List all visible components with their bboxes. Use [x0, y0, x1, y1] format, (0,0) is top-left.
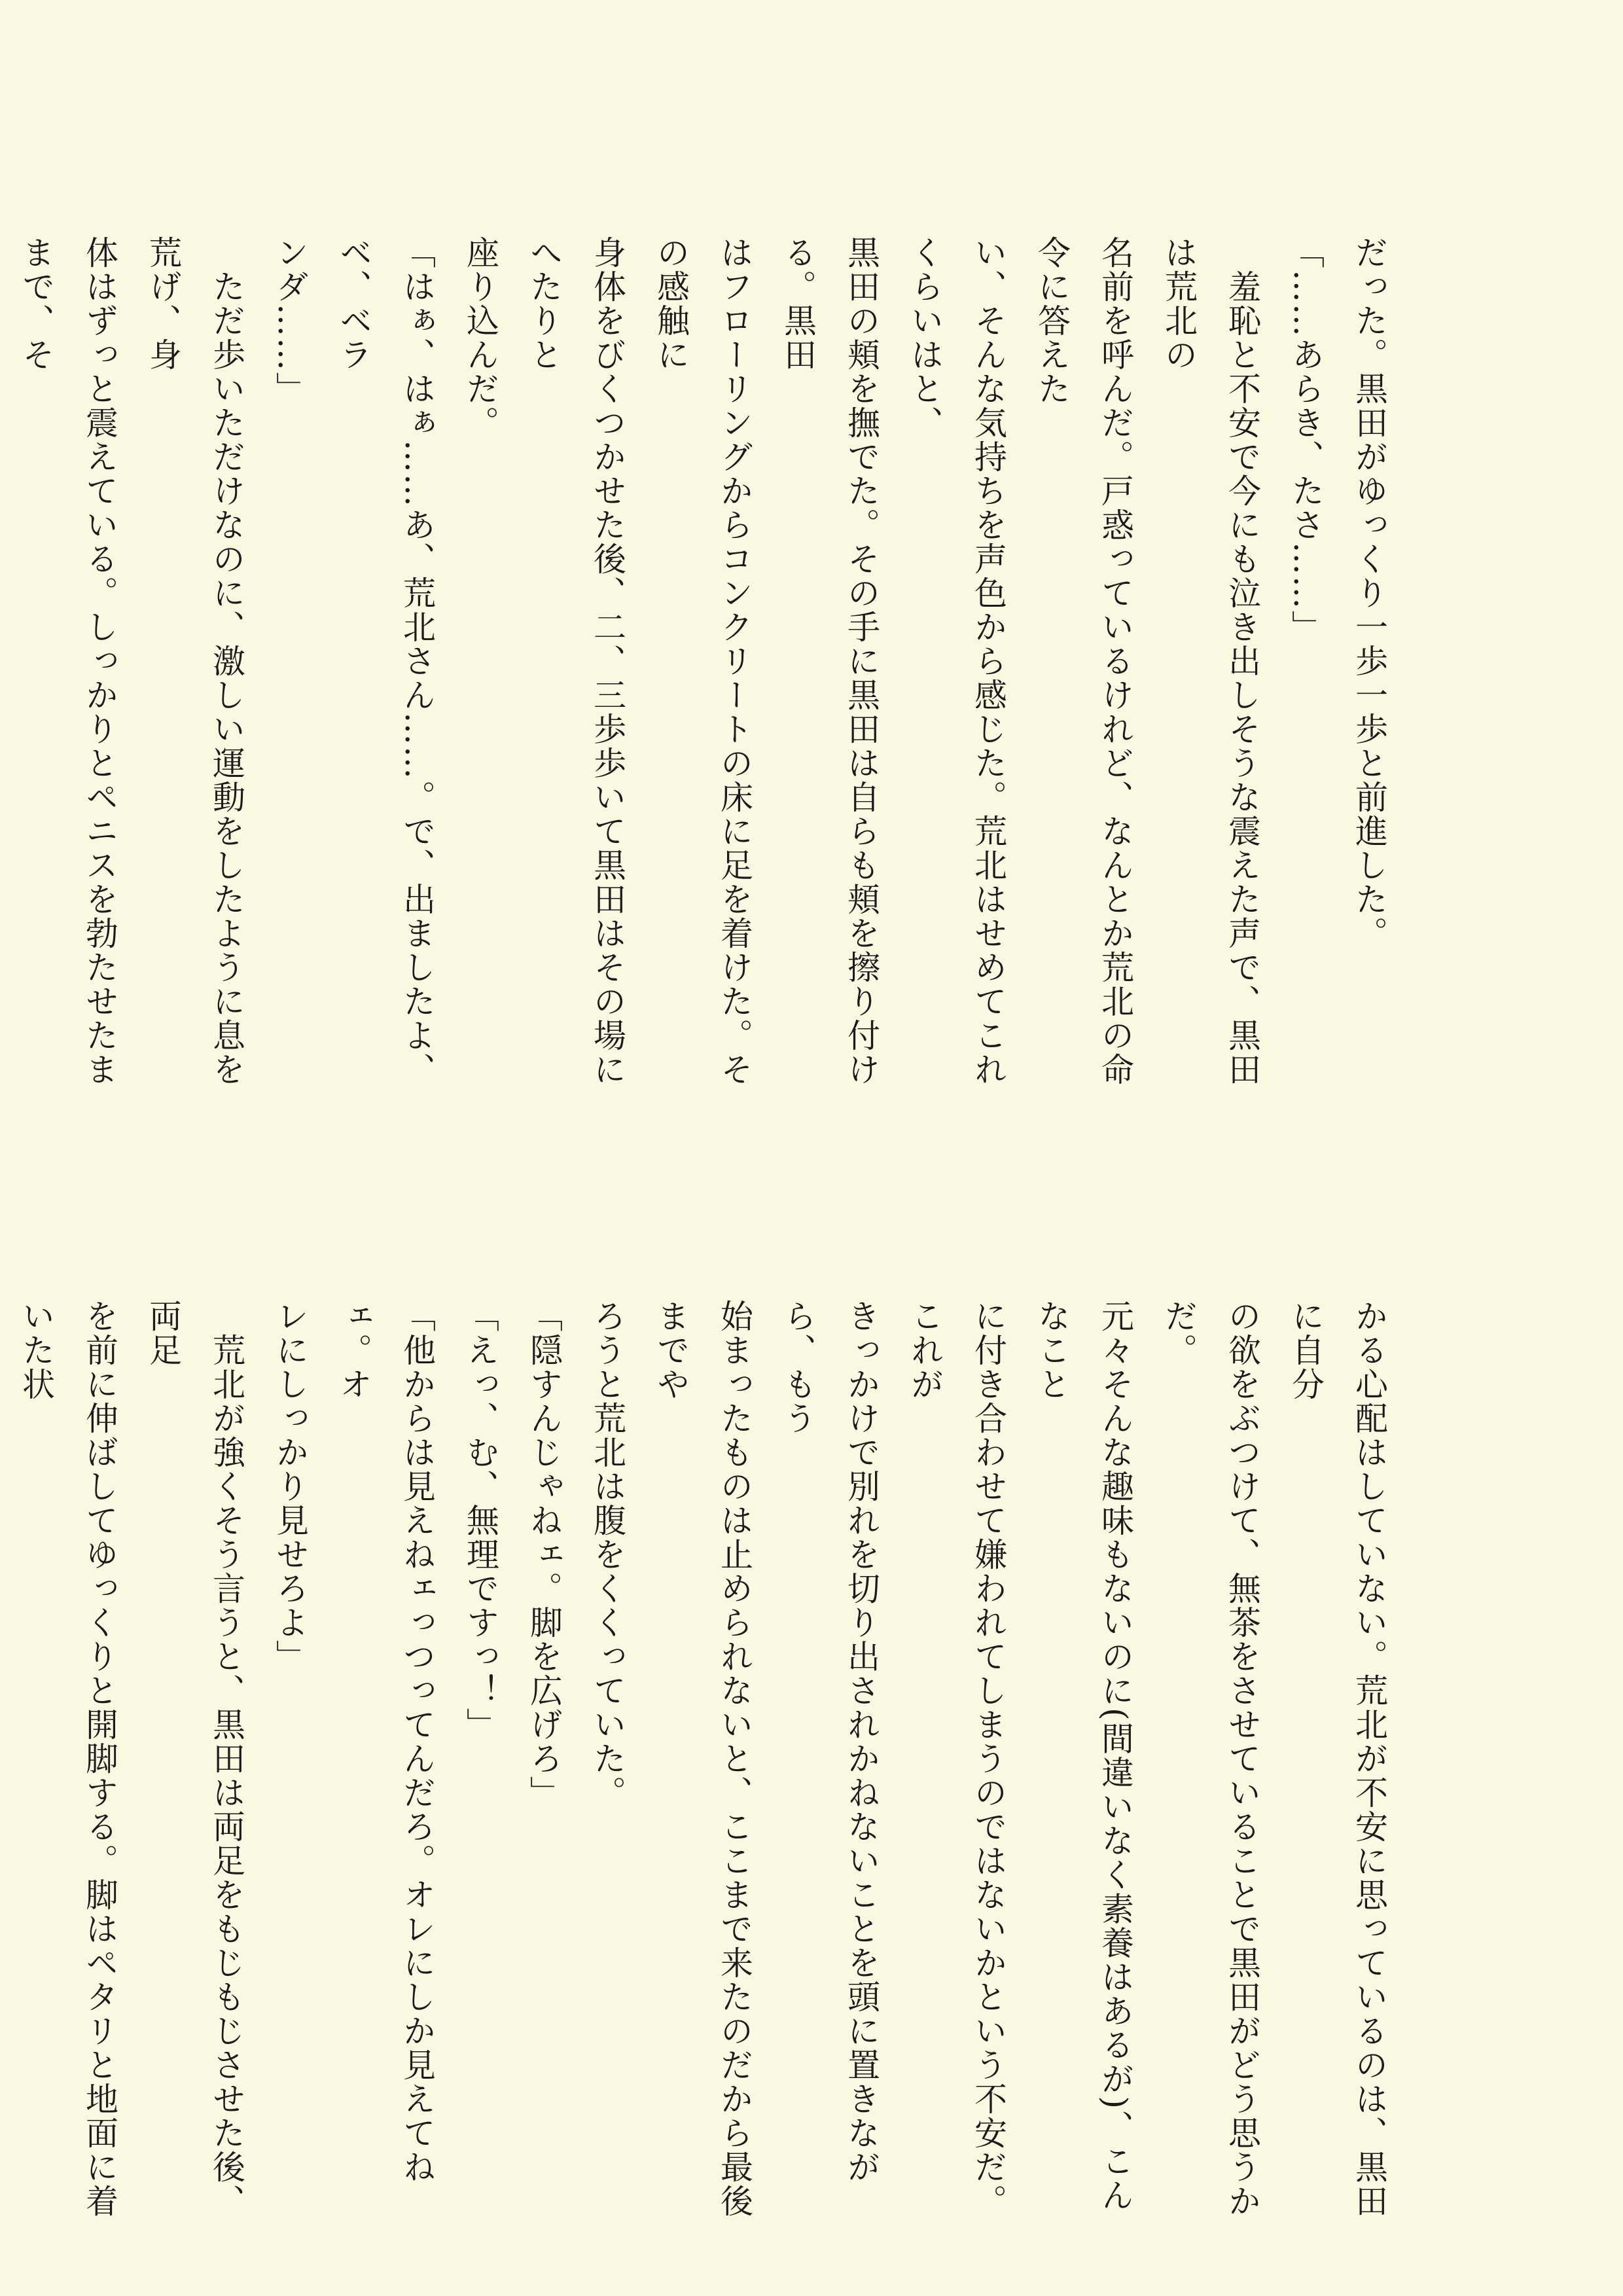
text-line [0, 1299, 4, 2242]
text-line: 身体をびくつかせた後、二、三歩歩いて黒田はその場にへたりと [525, 236, 626, 1086]
text-line: 名前を呼んだ。戸惑っているけれど、なんとか荒北の命令に答えた [1033, 236, 1134, 1086]
text-line: ンダ……」 [271, 236, 309, 406]
text-line: の欲をぶつけて、無茶をさせていることで黒田がどう思うかだ。 [1160, 1299, 1261, 2218]
text-line: レにしっかり見せろよ」 [271, 1299, 309, 1674]
text-line: きっかけで別れを切り出されかねないことを頭に置きながら、もう [779, 1299, 880, 2184]
text-line: 「……あらき、たさ……」 [1287, 236, 1325, 644]
text-line: 元々そんな趣味もないのに(間違いなく素養はあるが)、こんなこと [1033, 1299, 1134, 2213]
text-line: かる心配はしていない。荒北が不安に思っているのは、黒田に自分 [1287, 1299, 1388, 2218]
text-line: に付き合わせて嫌われてしまうのではないかという不安だ。これが [906, 1299, 1007, 2218]
text-line: 黒田の頬を撫でた。その手に黒田は自らも頬を擦り付ける。黒田 [779, 236, 880, 1086]
text-line: 荒北が強くそう言うと、黒田は両足をもじもじさせた後、両足 [144, 1299, 245, 2218]
text-line: 「えっ、む、無理ですっ！」 [461, 1299, 499, 1742]
text-line: はフローリングからコンクリートの床に足を着けた。その感触に [652, 236, 753, 1086]
text-line: ただ歩いただけなのに、激しい運動をしたように息を荒げ、身 [144, 236, 245, 1086]
text-line: 「隠すんじゃねェ。脚を広げろ」 [525, 1299, 563, 1810]
text-line: 「はぁ、はぁ……あ、荒北さん……。で、出ましたよ、ベ、ベラ [334, 236, 436, 1086]
text-line: 「他からは見えねェっつってんだろ。オレにしか見えてねェ。オ [334, 1299, 436, 2184]
text-line: 体はずっと震えている。しっかりとペニスを勃たせたままで、そ [17, 236, 118, 1086]
text-line: を前に伸ばしてゆっくりと開脚する。脚はペタリと地面に着いた状 [17, 1299, 118, 2218]
text-block-bottom [17, 1299, 1400, 2242]
text-line: 座り込んだ。 [461, 236, 499, 440]
text-line [0, 236, 4, 1086]
text-line: ろうと荒北は腹をくくっていた。 [588, 1299, 626, 1810]
text-line: だった。黒田がゆっくり一歩一歩と前進した。 [1350, 236, 1388, 950]
text-line: 始まったものは止められないと、ここまで来たのだから最後までや [652, 1299, 753, 2218]
text-line: い、そんな気持ちを声色から感じた。荒北はせめてこれくらいはと、 [906, 236, 1007, 1086]
text-block-top [17, 236, 1400, 1086]
text-line: 羞恥と不安で今にも泣き出しそうな震えた声で、黒田は荒北の [1160, 236, 1261, 1086]
